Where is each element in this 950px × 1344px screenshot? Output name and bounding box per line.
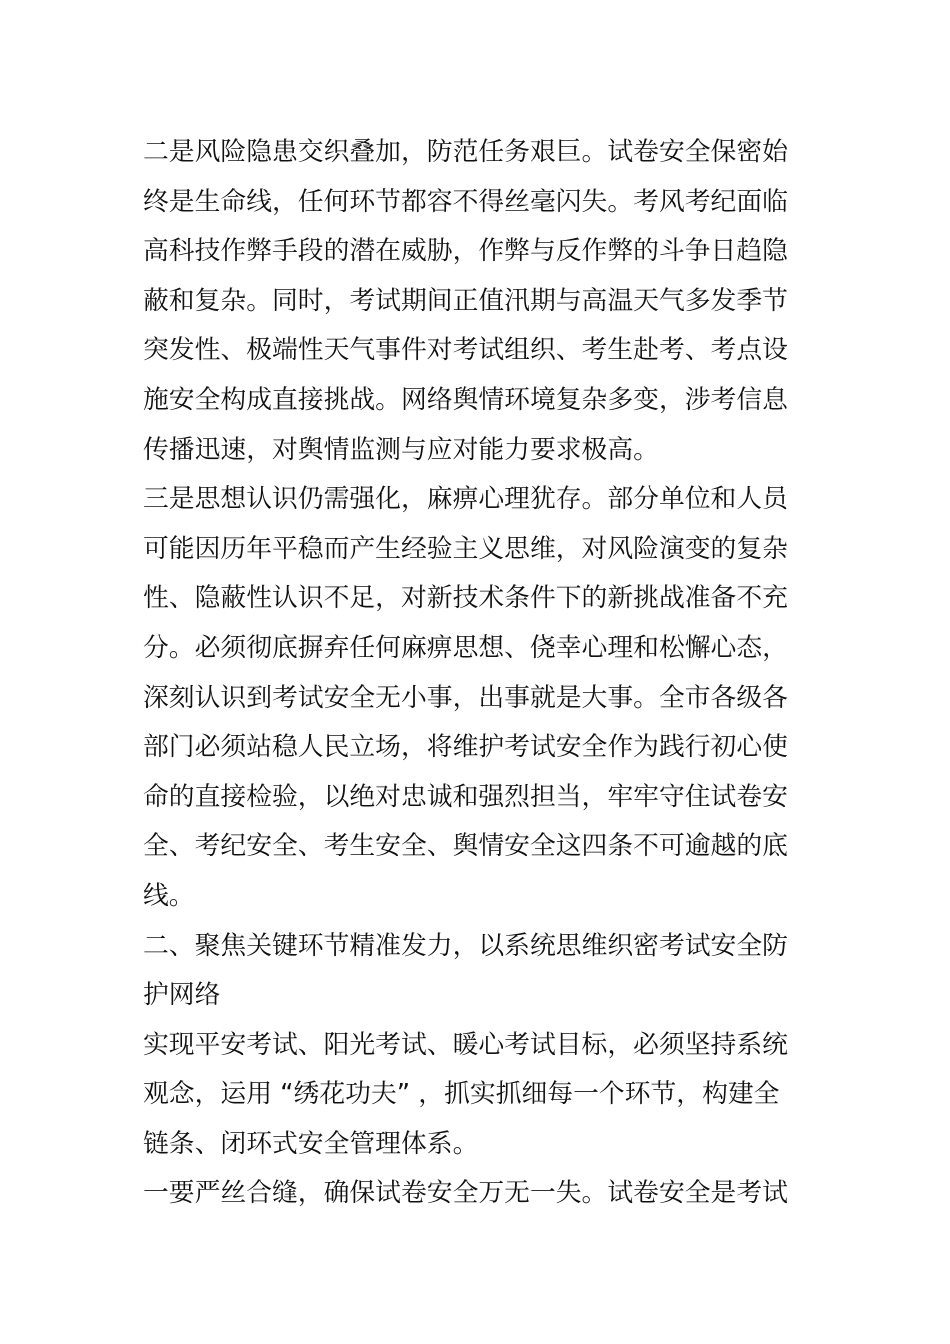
- text-line: 一要严丝合缝，确保试卷安全万无一失。试卷安全是考试: [143, 1178, 788, 1209]
- document-body: [143, 128, 811, 1219]
- text-line: 实现平安考试、阳光考试、暖心考试目标，必须坚持系统: [143, 1029, 788, 1060]
- text-line: 全、考纪安全、考生安全、舆情安全这四条不可逾越的底: [143, 831, 788, 862]
- text-line: 线。: [143, 880, 195, 911]
- text-line: 观念，运用 “绣花功夫” ，抓实抓细每一个环节，构建全: [143, 1079, 780, 1110]
- text-line: 链条、闭环式安全管理体系。: [143, 1128, 479, 1159]
- text-line: 施安全构成直接挑战。网络舆情环境复杂多变，涉考信息: [143, 384, 788, 415]
- text-line: 可能因历年平稳而产生经验主义思维，对风险演变的复杂: [143, 533, 788, 564]
- section-heading-line: 二、聚焦关键环节精准发力，以系统思维织密考试安全防: [143, 930, 788, 961]
- text-line: 命的直接检验，以绝对忠诚和强烈担当，牢牢守住试卷安: [143, 781, 788, 812]
- text-line: 终是生命线，任何环节都容不得丝毫闪失。考风考纪面临: [143, 186, 788, 217]
- section-heading-line: 护网络: [143, 980, 221, 1011]
- text-line: 部门必须站稳人民立场，将维护考试安全作为践行初心使: [143, 732, 788, 763]
- text-line: 分。必须彻底摒弃任何麻痹思想、侥幸心理和松懈心态，: [143, 632, 788, 663]
- text-line: 蔽和复杂。同时，考试期间正值汛期与高温天气多发季节: [143, 285, 788, 316]
- text-line: 传播迅速，对舆情监测与应对能力要求极高。: [143, 434, 659, 465]
- text-line: 深刻认识到考试安全无小事，出事就是大事。全市各级各: [143, 682, 788, 713]
- text-line: 突发性、极端性天气事件对考试组织、考生赴考、考点设: [143, 335, 788, 366]
- text-line: 高科技作弊手段的潜在威胁，作弊与反作弊的斗争日趋隐: [143, 236, 788, 267]
- text-line: 三是思想认识仍需强化，麻痹心理犹存。部分单位和人员: [143, 484, 788, 515]
- text-line: 二是风险隐患交织叠加，防范任务艰巨。试卷安全保密始: [143, 137, 788, 167]
- text-line: 性、隐蔽性认识不足，对新技术条件下的新挑战准备不充: [143, 583, 788, 614]
